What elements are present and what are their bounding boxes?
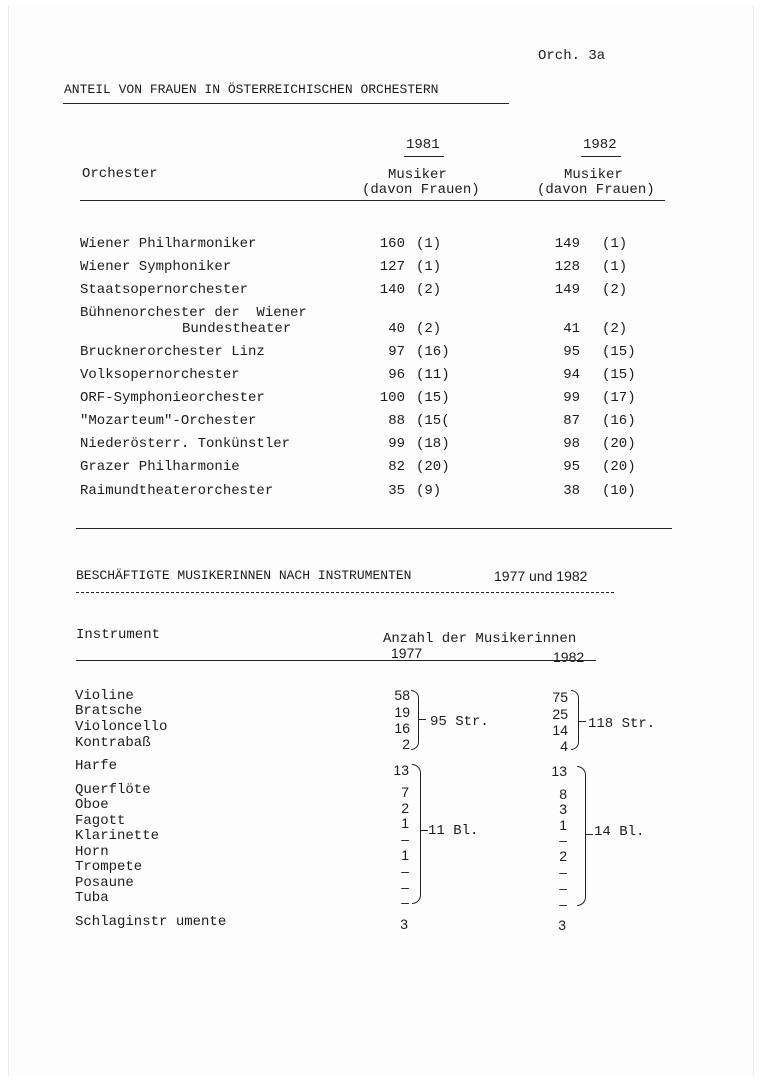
instrument-name: Violoncello [75, 719, 168, 735]
table2-year-1977: 1977 [391, 645, 423, 661]
count-1977: 16 [394, 720, 410, 736]
count-1982: – [559, 864, 567, 880]
count-1977: 58 [394, 687, 410, 703]
strings-brace-1982 [571, 690, 579, 750]
women-1981: (20) [416, 459, 450, 475]
musicians-1982: 99 [563, 390, 580, 406]
musicians-1982: 128 [554, 259, 580, 275]
orchestra-name: Brucknerorchester Linz [80, 344, 265, 360]
count-1982: 3 [558, 917, 566, 933]
table2-year-1982: 1982 [553, 649, 585, 665]
table1-subheader-1982-a: Musiker [564, 167, 623, 183]
table2-col-header: Instrument [76, 627, 161, 643]
musicians-1981: 40 [388, 321, 405, 337]
instrument-name: Trompete [75, 859, 143, 875]
instrument-name: Klarinette [75, 828, 160, 844]
women-1981: (18) [416, 436, 450, 452]
count-1977: – [401, 894, 409, 910]
instrument-name: Oboe [75, 797, 109, 813]
instrument-name: Fagott [75, 813, 126, 829]
count-1977: 1 [401, 847, 409, 863]
table1-header-rule [80, 200, 665, 201]
winds-brace-1982 [577, 766, 586, 906]
orchestra-name: "Mozarteum"-Orchester [80, 413, 257, 429]
count-1977: 2 [401, 800, 409, 816]
table2-title-underline [76, 592, 614, 593]
women-1982: (16) [602, 413, 636, 429]
orchestra-name: Staatsopernorchester [80, 282, 249, 298]
page-reference: Orch. 3a [538, 48, 606, 64]
strings-brace-1977 [411, 690, 419, 750]
orchestra-name: Volksopernorchester [80, 367, 240, 383]
table2-header-rule [76, 660, 596, 661]
winds-brace-1982-point [585, 834, 593, 835]
musicians-1981: 99 [388, 436, 405, 452]
table1-title: ANTEIL VON FRAUEN IN ÖSTERREICHISCHEN ORCHESTERN [64, 82, 439, 97]
women-1981: (15( [416, 413, 450, 429]
musicians-1981: 88 [388, 413, 405, 429]
orchestra-name: ORF-Symphonieorchester [80, 390, 265, 406]
instrument-name: Schlaginstr umente [75, 914, 227, 930]
count-1982: 8 [559, 786, 567, 802]
women-1982: (1) [602, 259, 628, 275]
winds-total-1977: 11 Bl. [428, 823, 479, 839]
musicians-1981: 35 [388, 483, 405, 499]
women-1981: (9) [416, 483, 442, 499]
table2-title-years: 1977 und 1982 [494, 568, 588, 584]
instrument-name: Kontrabaß [75, 735, 151, 751]
musicians-1982: 149 [554, 282, 580, 298]
table2-title: BESCHÄFTIGTE MUSIKERINNEN NACH INSTRUMENTEN [76, 568, 412, 583]
count-1977: 3 [400, 916, 408, 932]
table1-subheader-1981-a: Musiker [388, 167, 447, 183]
count-1977: 1 [401, 815, 409, 831]
winds-brace-1977 [412, 764, 421, 904]
musicians-1981: 140 [379, 282, 405, 298]
instrument-name: Harfe [75, 758, 118, 774]
women-1982: (17) [602, 390, 636, 406]
instrument-name: Violine [75, 688, 134, 704]
count-1977: 2 [402, 736, 410, 752]
count-1982: – [559, 832, 567, 848]
women-1982: (2) [602, 321, 628, 337]
count-1977: 13 [393, 762, 409, 778]
table2-header-right: Anzahl der Musikerinnen [383, 631, 577, 647]
count-1977: – [401, 879, 409, 895]
count-1982: 2 [559, 848, 567, 864]
count-1982: 3 [559, 801, 567, 817]
women-1981: (1) [416, 259, 442, 275]
women-1982: (2) [602, 282, 628, 298]
instrument-name: Querflöte [75, 782, 151, 798]
strings-brace-1977-point [418, 719, 426, 720]
women-1982: (20) [602, 436, 636, 452]
table1-col-header: Orchester [82, 166, 158, 182]
count-1982: 13 [551, 763, 567, 779]
count-1982: – [559, 880, 567, 896]
winds-brace-1977-point [420, 830, 428, 831]
count-1982: 25 [552, 706, 568, 722]
strings-brace-1982-point [578, 721, 586, 722]
count-1982: – [559, 896, 567, 912]
women-1982: (15) [602, 367, 636, 383]
count-1977: 19 [394, 704, 410, 720]
orchestra-name-cont: Bundestheater [182, 321, 292, 337]
instrument-name: Tuba [75, 890, 109, 906]
women-1981: (16) [416, 344, 450, 360]
instrument-name: Horn [75, 844, 109, 860]
musicians-1981: 100 [379, 390, 405, 406]
women-1982: (1) [602, 236, 628, 252]
table1-year-1981: 1981 [406, 137, 440, 153]
women-1981: (2) [416, 282, 442, 298]
women-1981: (1) [416, 236, 442, 252]
strings-total-1977: 95 Str. [430, 714, 489, 730]
count-1977: 7 [401, 784, 409, 800]
count-1982: 75 [552, 689, 568, 705]
musicians-1981: 96 [388, 367, 405, 383]
musicians-1981: 127 [379, 259, 405, 275]
women-1981: (11) [416, 367, 450, 383]
strings-total-1982: 118 Str. [588, 716, 656, 732]
orchestra-name: Wiener Symphoniker [80, 259, 232, 275]
musicians-1981: 97 [388, 344, 405, 360]
year-1981-underline [404, 156, 444, 157]
women-1981: (15) [416, 390, 450, 406]
table1-subheader-1982-b: (davon Frauen) [537, 182, 655, 198]
musicians-1982: 95 [563, 344, 580, 360]
musicians-1981: 160 [379, 236, 405, 252]
orchestra-name: Niederösterr. Tonkünstler [80, 436, 291, 452]
musicians-1981: 82 [388, 459, 405, 475]
orchestra-name: Wiener Philharmoniker [80, 236, 257, 252]
table1-title-underline [63, 103, 509, 104]
orchestra-name: Grazer Philharmonie [80, 459, 240, 475]
count-1982: 1 [559, 817, 567, 833]
musicians-1982: 87 [563, 413, 580, 429]
musicians-1982: 98 [563, 436, 580, 452]
instrument-name: Posaune [75, 875, 134, 891]
count-1982: 14 [552, 722, 568, 738]
count-1977: – [401, 831, 409, 847]
musicians-1982: 38 [563, 483, 580, 499]
orchestra-name: Bühnenorchester der Wiener [80, 305, 307, 321]
women-1982: (20) [602, 459, 636, 475]
count-1982: 4 [560, 738, 568, 754]
orchestra-name: Raimundtheaterorchester [80, 483, 274, 499]
musicians-1982: 95 [563, 459, 580, 475]
musicians-1982: 94 [563, 367, 580, 383]
women-1982: (10) [602, 483, 636, 499]
year-1982-underline [581, 156, 621, 157]
women-1981: (2) [416, 321, 442, 337]
table1-bottom-rule [76, 528, 672, 529]
table1-subheader-1981-b: (davon Frauen) [362, 182, 480, 198]
women-1982: (15) [602, 344, 636, 360]
count-1977: – [401, 863, 409, 879]
musicians-1982: 41 [563, 321, 580, 337]
instrument-name: Bratsche [75, 703, 143, 719]
winds-total-1982: 14 Bl. [594, 824, 645, 840]
table1-year-1982: 1982 [583, 137, 617, 153]
musicians-1982: 149 [554, 236, 580, 252]
